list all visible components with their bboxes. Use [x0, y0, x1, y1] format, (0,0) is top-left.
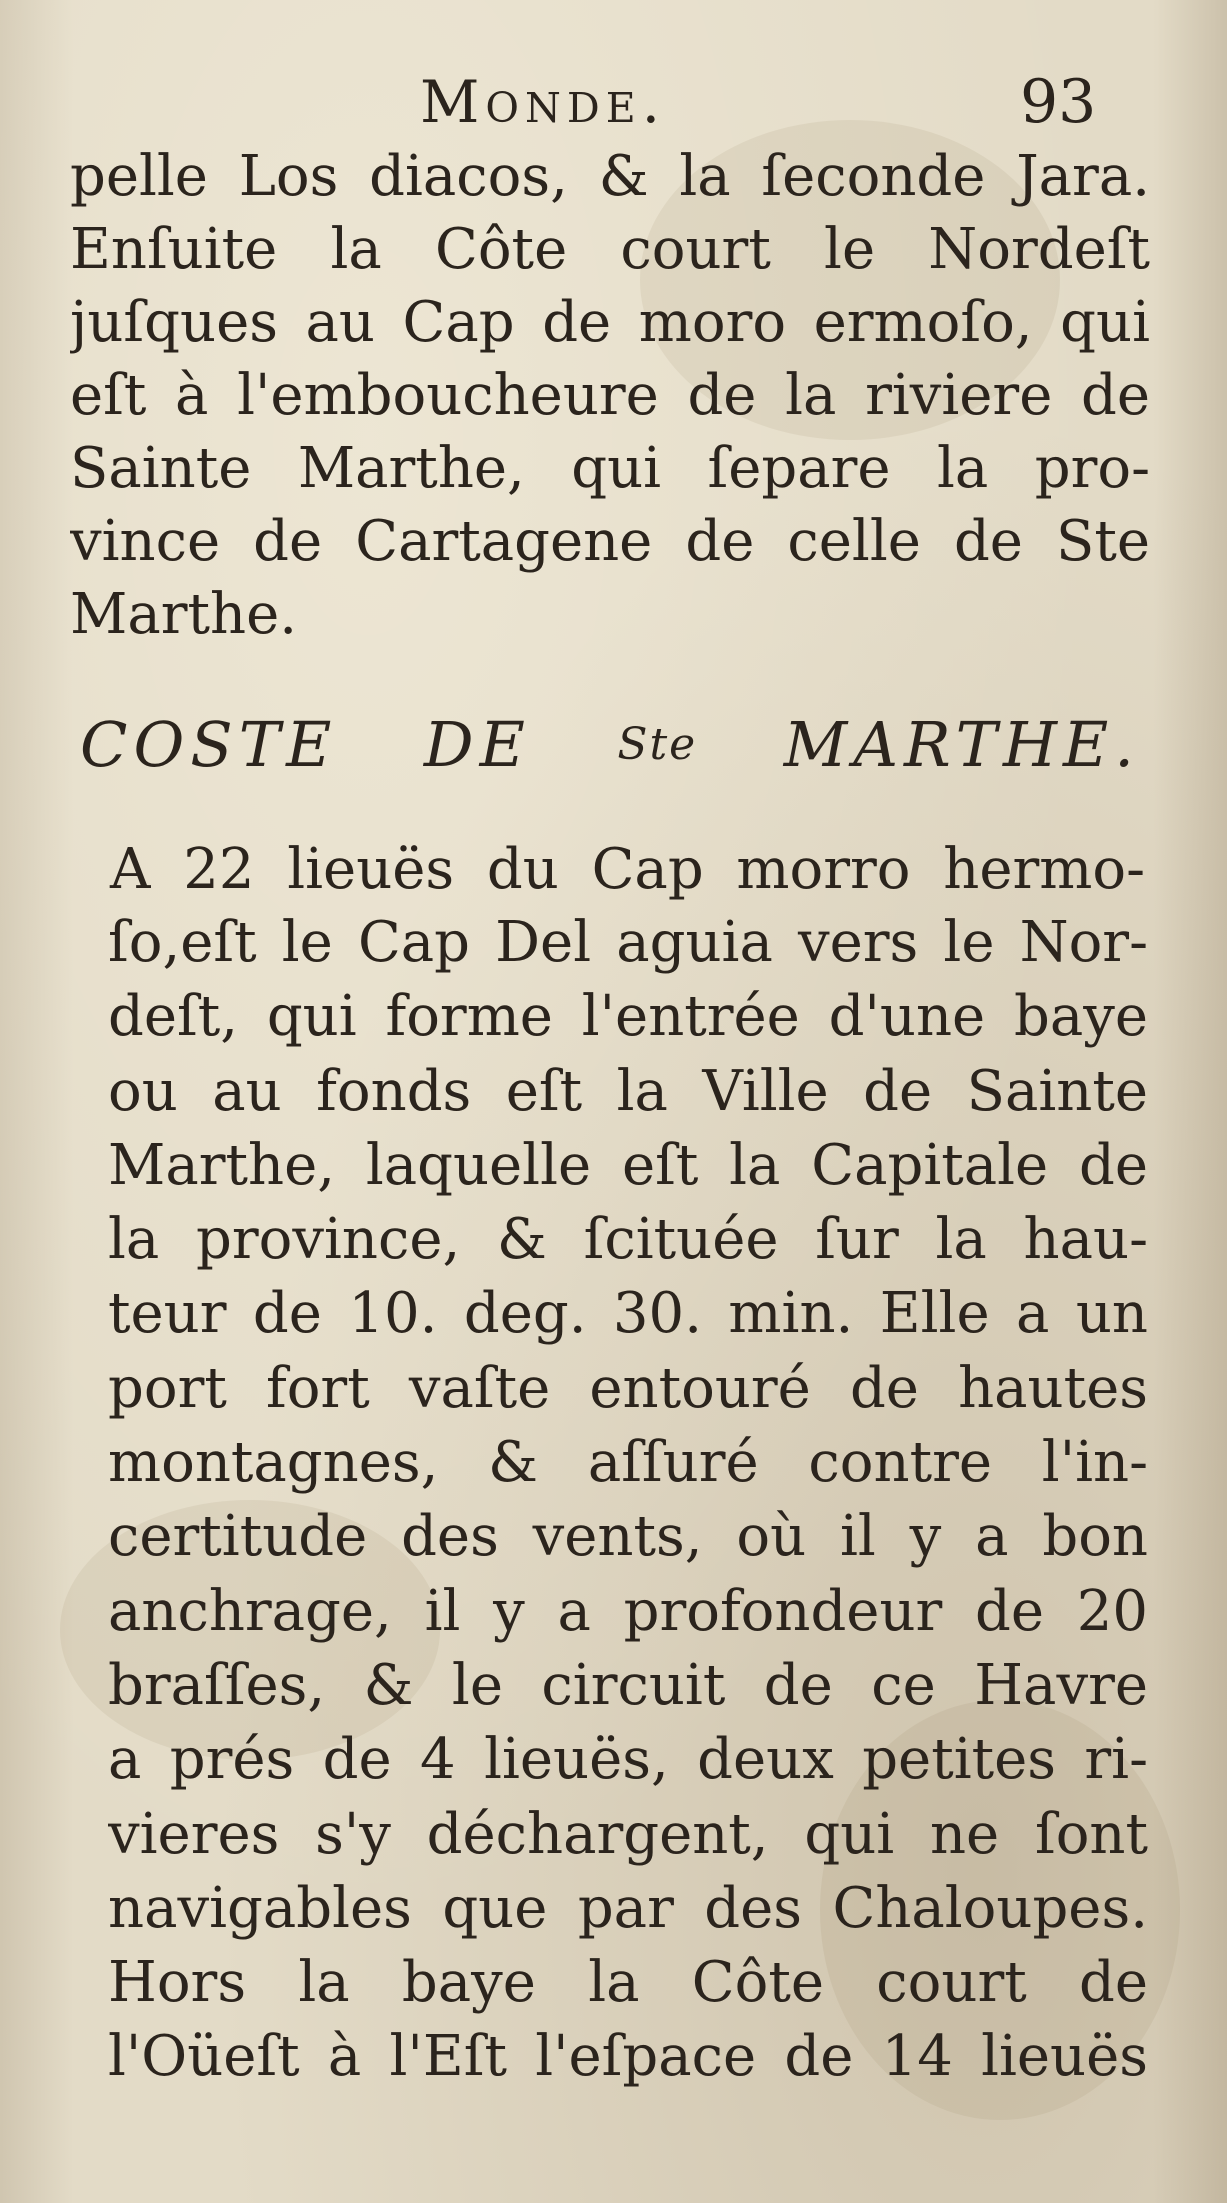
text-line: port fort vaſte entouré de hautes	[108, 1355, 1148, 1421]
text-line: anchrage, il y a profondeur de 20	[108, 1578, 1148, 1644]
paragraph-continuation	[70, 140, 1150, 651]
text-line: eſt à l'emboucheure de la riviere de	[70, 363, 1150, 428]
heading-word: COSTE	[80, 708, 338, 781]
paragraph-body	[108, 906, 1148, 2095]
text-line: navigables que par des Chaloupes.	[108, 1875, 1148, 1941]
text-line: Marthe, laquelle eſt la Capitale de	[108, 1132, 1148, 1198]
text-line: a prés de 4 lieuës, deux petites ri-	[108, 1727, 1148, 1793]
text-line: braſſes, & le circuit de ce Havre	[108, 1652, 1148, 1718]
text-line: Marthe.	[70, 582, 298, 647]
text-line: vince de Cartagene de celle de Ste	[70, 509, 1150, 574]
text-line: Sainte Marthe, qui ſepare la pro-	[70, 436, 1150, 501]
text-line: ſo,eſt le Cap Del aguia vers le Nor-	[108, 910, 1148, 975]
text-line: Hors la baye la Côte court de	[108, 1950, 1148, 2016]
heading-word: MARTHE.	[783, 708, 1140, 781]
paragraph-first-line	[110, 833, 1145, 906]
heading-word: DE	[423, 708, 531, 781]
text-line: A 22 lieuës du Cap morro hermo-	[110, 837, 1145, 902]
text-line: Enſuite la Côte court le Nordeſt	[70, 217, 1150, 282]
running-head: Monde.	[420, 68, 667, 136]
page-header	[0, 62, 1227, 142]
section-heading	[80, 700, 1140, 790]
text-line: l'Oüeſt à l'Eſt l'eſpace de 14 lieuës	[108, 2024, 1148, 2090]
text-line: deſt, qui forme l'entrée d'une baye	[108, 984, 1148, 1050]
text-line: teur de 10. deg. 30. min. Elle a un	[108, 1281, 1148, 1347]
text-line: la province, & ſcituée ſur la hau-	[108, 1207, 1148, 1273]
text-line: juſques au Cap de moro ermoſo, qui	[70, 290, 1150, 355]
text-line: montagnes, & aſſuré contre l'in-	[108, 1430, 1148, 1496]
text-line: certitude des vents, où il y a bon	[108, 1504, 1148, 1570]
text-line: vieres s'y déchargent, qui ne ſont	[108, 1801, 1148, 1867]
text-line: pelle Los diacos, & la ſeconde Jara.	[70, 144, 1150, 209]
text-line: ou au fonds eſt la Ville de Sainte	[108, 1058, 1148, 1124]
page-number: 93	[1020, 67, 1097, 137]
heading-word: Ste	[617, 719, 698, 770]
